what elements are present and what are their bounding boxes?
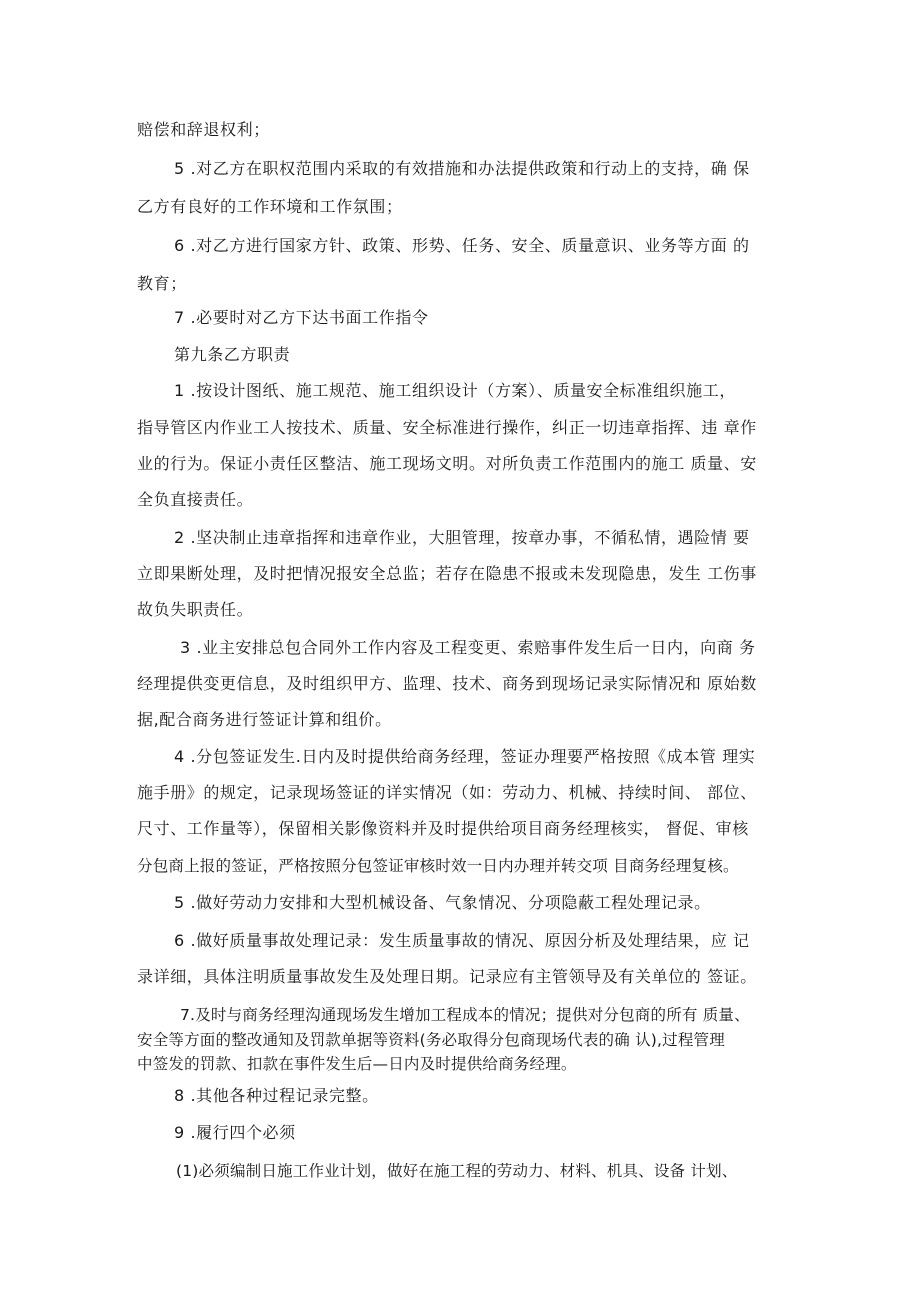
text-line: 5 .对乙方在职权范围内采取的有效措施和办法提供政策和行动上的支持，确 保 — [174, 159, 750, 178]
text-line: 录详细，具体注明质量事故发生及处理日期。记录应有主管领导及有关单位的 签证。 — [137, 967, 757, 986]
text-line: 经理提供变更信息，及时组织甲方、监理、技术、商务到现场记录实际情况和 原始数 — [137, 674, 757, 693]
text-line: 5 .做好劳动力安排和大型机械设备、气象情况、分项隐蔽工程处理记录。 — [174, 893, 711, 912]
text-line: 2 .坚决制止违章指挥和违章作业，大胆管理，按章办事，不循私情，遇险情 要 — [174, 528, 750, 547]
text-line: 7.及时与商务经理沟通现场发生增加工程成本的情况；提供对分包商的所有 质量、 — [180, 1006, 750, 1024]
text-line: 据,配合商务进行签证计算和组价。 — [137, 710, 392, 729]
text-line: 9 .履行四个必须 — [174, 1123, 296, 1142]
text-line: 分包商上报的签证，严格按照分包签证审核时效一日内办理并转交项 目商务经理复核。 — [137, 857, 739, 875]
text-line: 赔偿和辞退权利； — [137, 120, 270, 139]
text-line: 6 .对乙方进行国家方针、政策、形势、任务、安全、质量意识、业务等方面 的 — [174, 236, 750, 255]
text-line: 3 .业主安排总包合同外工作内容及工程变更、索赔事件发生后一日内，向商 务 — [180, 638, 756, 657]
text-line: 乙方有良好的工作环境和工作氛围； — [137, 197, 403, 216]
text-line: (1)必须编制日施工作业计划，做好在施工程的劳动力、材料、机具、设备 计划、 — [176, 1162, 738, 1180]
text-line: 尺寸、工作量等），保留相关影像资料并及时提供给项目商务经理核实， 督促、审核 — [137, 819, 749, 838]
section-heading: 第九条乙方职责 — [174, 345, 291, 364]
text-line: 7 .必要时对乙方下达书面工作指令 — [174, 308, 429, 327]
text-line: 8 .其他各种过程记录完整。 — [174, 1086, 379, 1105]
text-line: 施手册》的规定，记录现场签证的详实情况（如：劳动力、机械、持续时间、 部位、 — [137, 783, 757, 802]
text-line: 立即果断处理，及时把情况报安全总监；若存在隐患不报或未发现隐患，发生 工伤事 — [137, 564, 757, 583]
text-line: 4 .分包签证发生.日内及时提供给商务经理，签证办理要严格按照《成本管 理实 — [174, 747, 756, 766]
text-line: 故负失职责任。 — [137, 600, 254, 619]
text-line: 6 .做好质量事故处理记录：发生质量事故的情况、原因分析及处理结果，应 记 — [174, 931, 750, 950]
text-line: 业的行为。保证小责任区整洁、施工现场文明。对所负责工作范围内的施工 质量、安 — [137, 454, 757, 473]
text-line: 指导管区内作业工人按技术、质量、安全标准进行操作，纠正一切违章指挥、违 章作 — [137, 418, 757, 437]
text-line: 安全等方面的整改通知及罚款单据等资料(务必取得分包商现场代表的确 认),过程管理 — [137, 1031, 725, 1049]
text-line: 中签发的罚款、扣款在事件发生后—日内及时提供给商务经理。 — [137, 1055, 577, 1073]
text-line: 1 .按设计图纸、施工规范、施工组织设计（方案）、质量安全标准组织施工， — [174, 381, 736, 400]
text-line: 教育； — [137, 274, 187, 293]
text-line: 全负直接责任。 — [137, 490, 254, 509]
